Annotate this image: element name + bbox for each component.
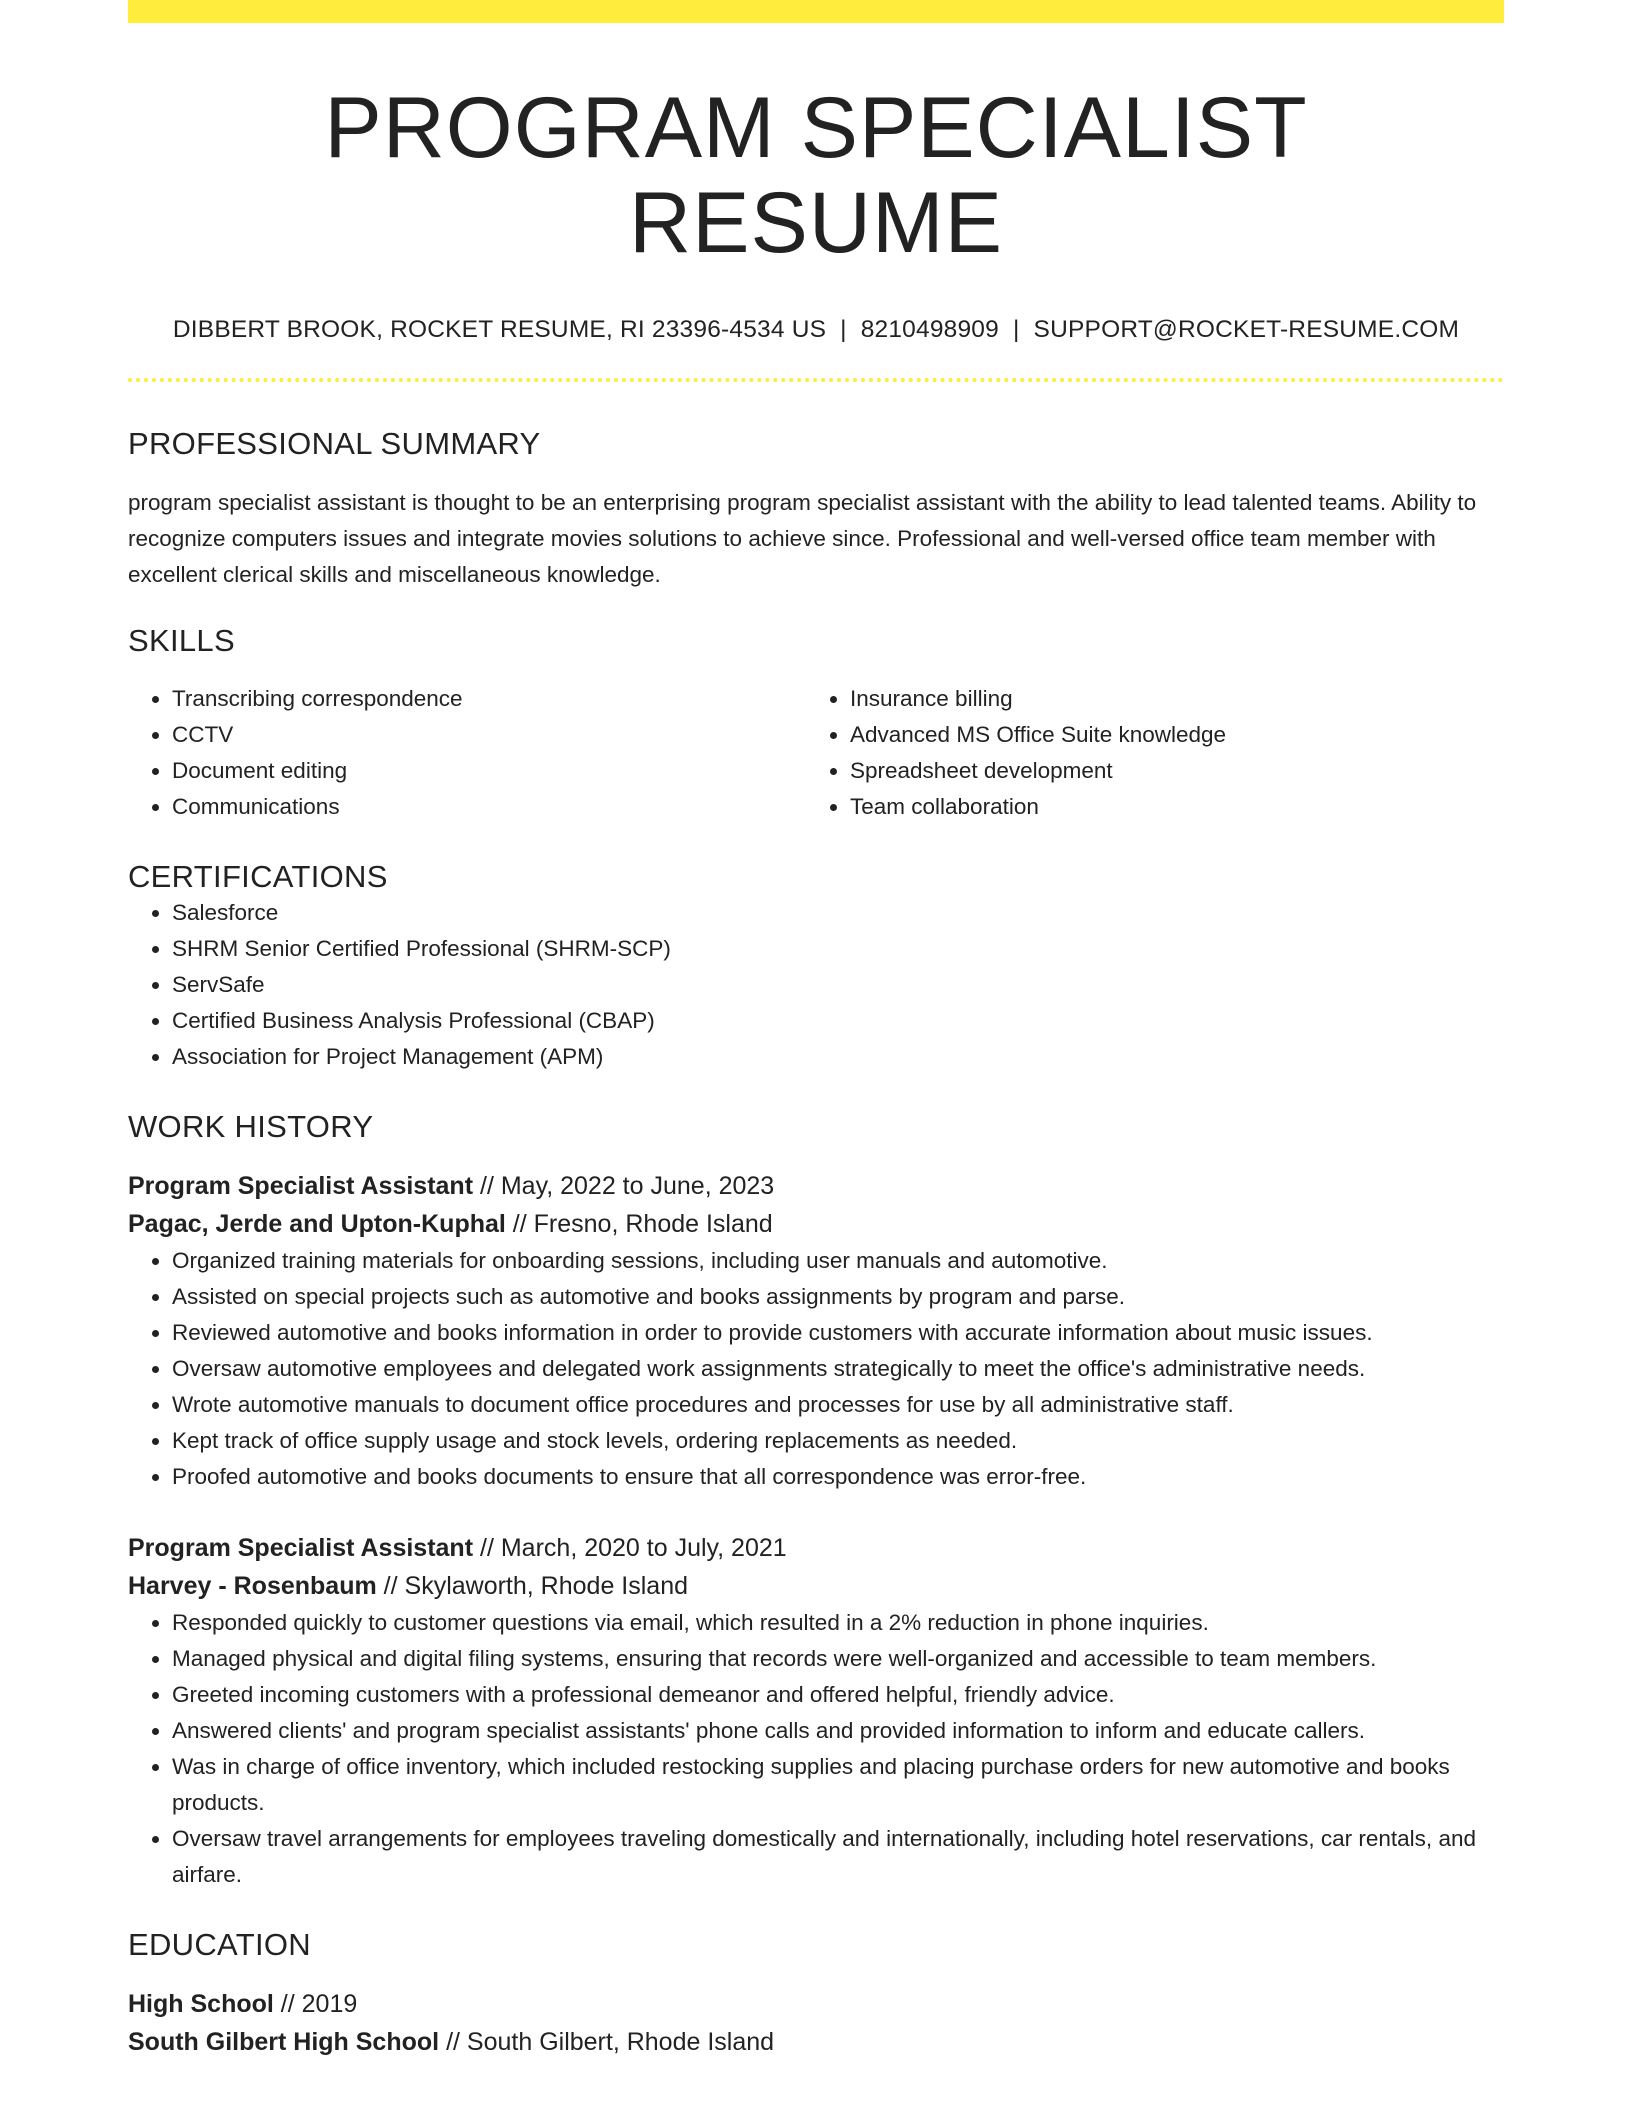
job-dates: May, 2022 to June, 2023 xyxy=(500,1172,775,1201)
skill-item: • Insurance billing xyxy=(850,681,1484,717)
education-heading: EDUCATION xyxy=(128,1927,311,1963)
job-bullet: • Kept track of office supply usage and stock levels, ordering replacements as needed. xyxy=(172,1423,1504,1459)
job-company: Harvey - Rosenbaum xyxy=(128,1572,377,1601)
job-title-line xyxy=(128,1167,1504,1205)
summary-text: program specialist assistant is thought to be an enterprising program specialist assistant with the ability to lead talented teams. Ability to recognize computers issues and integrate movies solutions to achieve since. Professional and well-versed office team member with excellent clerical skills and miscellaneous knowledge. xyxy=(128,490,1477,588)
education-degree-line xyxy=(128,1985,1504,2023)
job-bullet: • Greeted incoming customers with a professional demeanor and offered helpful, friendly advice. xyxy=(172,1677,1504,1713)
job-bullet: • Answered clients' and program specialist assistants' phone calls and provided information to inform and educate callers. xyxy=(172,1713,1504,1749)
job-bullet: • Wrote automotive manuals to document office procedures and processes for use by all administrative staff. xyxy=(172,1387,1504,1423)
resume-page xyxy=(128,0,1504,2061)
delimiter: // xyxy=(512,1210,527,1239)
education-location: South Gilbert, Rhode Island xyxy=(466,2028,775,2057)
skills-heading: SKILLS xyxy=(128,623,235,659)
job-location: Fresno, Rhode Island xyxy=(533,1210,773,1239)
certifications-heading: CERTIFICATIONS xyxy=(128,859,388,895)
header-divider xyxy=(128,378,1504,382)
skills-list xyxy=(128,681,1504,825)
delimiter: // xyxy=(280,1990,295,2019)
skill-item: • CCTV xyxy=(172,717,806,753)
contact-address: DIBBERT BROOK, ROCKET RESUME, RI 23396-4534 US xyxy=(172,316,827,344)
page-title: PROGRAM SPECIALIST RESUME xyxy=(324,80,1308,271)
job-bullet: • Assisted on special projects such as automotive and books assignments by program and parse. xyxy=(172,1279,1504,1315)
contact-email: SUPPORT@ROCKET-RESUME.COM xyxy=(1033,316,1460,344)
job-bullet: • Managed physical and digital filing systems, ensuring that records were well-organized and accessible to team members. xyxy=(172,1641,1504,1677)
skills-column-left xyxy=(128,681,806,825)
certification-item: • Salesforce xyxy=(172,895,1504,931)
certification-item: • Association for Project Management (APM) xyxy=(172,1039,1504,1075)
job-dates: March, 2020 to July, 2021 xyxy=(500,1534,787,1563)
certifications-list xyxy=(128,895,1504,1075)
education-degree: High School xyxy=(128,1990,274,2019)
delimiter: // xyxy=(480,1172,494,1201)
job-bullet: • Oversaw travel arrangements for employees traveling domestically and internationally, including hotel reservations, car rentals, and airfare. xyxy=(172,1821,1504,1893)
job-title: Program Specialist Assistant xyxy=(128,1172,474,1201)
certification-item: • ServSafe xyxy=(172,967,1504,1003)
job-bullets xyxy=(128,1605,1504,1893)
summary-heading: PROFESSIONAL SUMMARY xyxy=(128,426,541,462)
job-bullet: • Organized training materials for onboarding sessions, including user manuals and automotive. xyxy=(172,1243,1504,1279)
job-title: Program Specialist Assistant xyxy=(128,1534,474,1563)
delimiter: // xyxy=(446,2028,460,2057)
work-history-heading: WORK HISTORY xyxy=(128,1109,374,1145)
job-bullet: • Reviewed automotive and books information in order to provide customers with accurate information about music issues. xyxy=(172,1315,1504,1351)
top-accent-bar xyxy=(128,0,1504,23)
job-location: Skylaworth, Rhode Island xyxy=(404,1572,688,1601)
delimiter: // xyxy=(480,1534,494,1563)
job-bullet: • Proofed automotive and books documents to ensure that all correspondence was error-free. xyxy=(172,1459,1504,1495)
job-company-line xyxy=(128,1205,1504,1243)
skill-item: • Communications xyxy=(172,789,806,825)
certification-item: • Certified Business Analysis Professional (CBAP) xyxy=(172,1003,1504,1039)
job-title-line xyxy=(128,1529,1504,1567)
job-bullet: • Was in charge of office inventory, which included restocking supplies and placing purchase orders for new automotive and books products. xyxy=(172,1749,1504,1821)
skill-item: • Document editing xyxy=(172,753,806,789)
contact-line xyxy=(128,316,1504,344)
job-bullet: • Responded quickly to customer questions via email, which resulted in a 2% reduction in phone inquiries. xyxy=(172,1605,1504,1641)
contact-separator: | xyxy=(1012,316,1020,344)
contact-phone: 8210498909 xyxy=(860,316,999,344)
skill-item: • Transcribing correspondence xyxy=(172,681,806,717)
job-company-line xyxy=(128,1567,1504,1605)
education-school: South Gilbert High School xyxy=(128,2028,440,2057)
education-school-line xyxy=(128,2023,1504,2061)
job-bullets xyxy=(128,1243,1504,1495)
skills-column-right xyxy=(806,681,1484,825)
job-bullet: • Oversaw automotive employees and delegated work assignments strategically to meet the office's administrative needs. xyxy=(172,1351,1504,1387)
skill-item: • Advanced MS Office Suite knowledge xyxy=(850,717,1484,753)
delimiter: // xyxy=(383,1572,398,1601)
certification-item: • SHRM Senior Certified Professional (SHRM-SCP) xyxy=(172,931,1504,967)
skill-item: • Team collaboration xyxy=(850,789,1484,825)
job-company: Pagac, Jerde and Upton-Kuphal xyxy=(128,1210,506,1239)
education-year: 2019 xyxy=(301,1990,358,2019)
skill-item: • Spreadsheet development xyxy=(850,753,1484,789)
contact-separator: | xyxy=(840,316,847,344)
